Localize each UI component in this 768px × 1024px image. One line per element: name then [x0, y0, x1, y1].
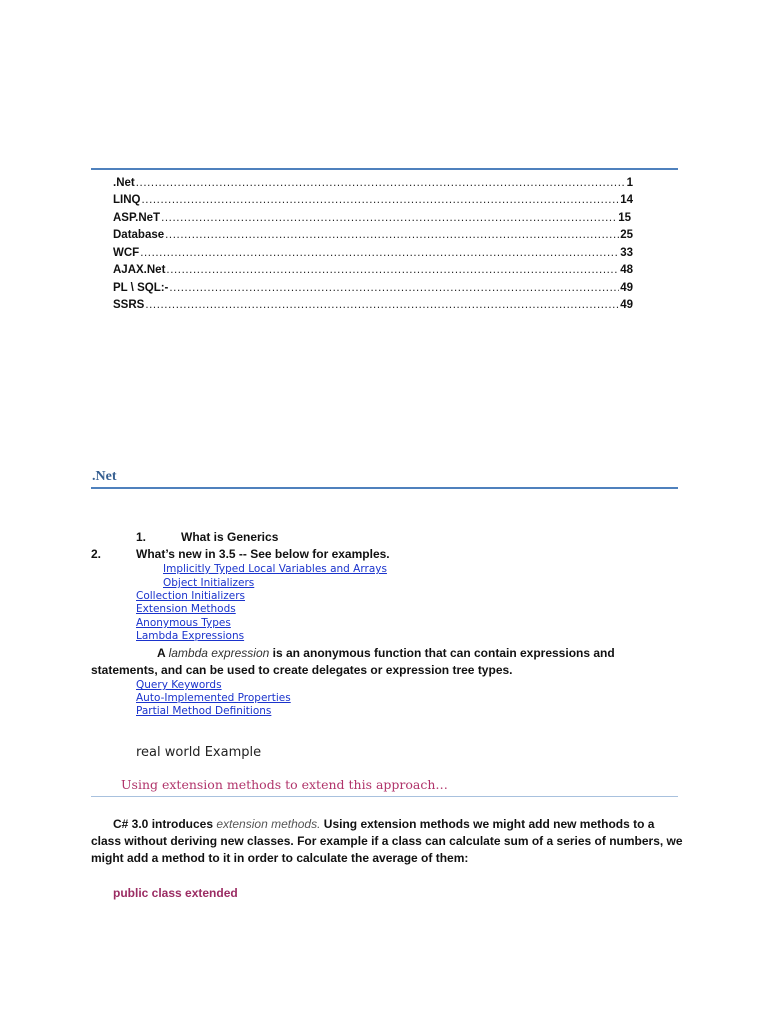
- toc-page: 49: [620, 299, 633, 311]
- toc-leader: [136, 177, 626, 189]
- question-1-text: What is Generics: [181, 530, 279, 544]
- body-paragraph-line1: [113, 816, 654, 833]
- toc-row[interactable]: [113, 194, 633, 211]
- toc-title: ASP.NeT: [113, 212, 161, 224]
- para-prefix: C# 3.0 introduces: [113, 817, 217, 831]
- lambda-term: lambda expression: [168, 646, 270, 660]
- toc-page: 15: [618, 212, 631, 224]
- toc-row[interactable]: [113, 212, 631, 229]
- toc-row[interactable]: [113, 299, 633, 316]
- question-2-text: What’s new in 3.5 -- See below for examples.: [136, 547, 390, 561]
- toc-page: 1: [626, 177, 633, 189]
- toc-page: 49: [620, 282, 633, 294]
- toc-row[interactable]: [113, 229, 633, 246]
- lambda-prefix: A: [157, 646, 169, 660]
- toc-top-rule: [91, 168, 678, 170]
- toc-page: 14: [620, 194, 633, 206]
- lambda-rest: is an anonymous function that can contain expressions and: [269, 646, 615, 660]
- toc-leader: [166, 264, 619, 276]
- toc-leader: [161, 212, 617, 224]
- para-rest: Using extension methods we might add new methods to a: [320, 817, 655, 831]
- toc-page: 48: [620, 264, 633, 276]
- subheading-rule: [91, 796, 678, 797]
- link-partial-method-definitions[interactable]: Partial Method Definitions: [136, 705, 272, 717]
- toc-title: WCF: [113, 247, 140, 259]
- link-lambda-expressions[interactable]: Lambda Expressions: [136, 630, 245, 642]
- toc-page: 25: [620, 229, 633, 241]
- toc-leader: [169, 282, 619, 294]
- toc-leader: [165, 229, 619, 241]
- subheading-extension-methods: Using extension methods to extend this approach…: [121, 777, 448, 792]
- para-term: extension methods.: [216, 817, 321, 831]
- link-anonymous-types[interactable]: Anonymous Types: [136, 617, 231, 629]
- link-collection-initializers[interactable]: Collection Initializers: [136, 590, 246, 602]
- toc-row[interactable]: [113, 247, 633, 264]
- toc-title: AJAX.Net: [113, 264, 166, 276]
- toc-leader: [145, 299, 619, 311]
- lambda-paragraph-line2: statements, and can be used to create delegates or expression tree types.: [91, 663, 513, 677]
- toc-title: Database: [113, 229, 165, 241]
- toc-row[interactable]: [113, 264, 633, 281]
- question-2-number: 2.: [91, 547, 102, 561]
- lambda-paragraph-line1: [157, 645, 615, 662]
- section-heading-rule: [91, 487, 678, 489]
- body-paragraph-line3: might add a method to it in order to calculate the average of them:: [91, 851, 469, 865]
- toc-title: PL \ SQL:-: [113, 282, 169, 294]
- toc-leader: [141, 194, 619, 206]
- body-paragraph-line2: class without deriving new classes. For example if a class can calculate sum of a series of numbers, we: [91, 834, 683, 848]
- link-auto-implemented-properties[interactable]: Auto-Implemented Properties: [136, 692, 291, 704]
- link-query-keywords[interactable]: Query Keywords: [136, 679, 222, 691]
- code-line: public class extended: [113, 886, 238, 900]
- toc-row[interactable]: [113, 177, 633, 194]
- toc-row[interactable]: [113, 282, 633, 299]
- toc-title: SSRS: [113, 299, 145, 311]
- link-extension-methods[interactable]: Extension Methods: [136, 603, 236, 615]
- question-1-number: 1.: [136, 530, 147, 544]
- real-world-example-label: real world Example: [136, 745, 262, 760]
- toc-title: .Net: [113, 177, 135, 189]
- link-implicitly-typed-variables[interactable]: Implicitly Typed Local Variables and Arrays: [163, 563, 387, 575]
- toc-leader: [140, 247, 619, 259]
- link-object-initializers[interactable]: Object Initializers: [163, 577, 255, 589]
- toc-page: 33: [620, 247, 633, 259]
- toc-title: LINQ: [113, 194, 141, 206]
- section-heading: .Net: [92, 469, 117, 484]
